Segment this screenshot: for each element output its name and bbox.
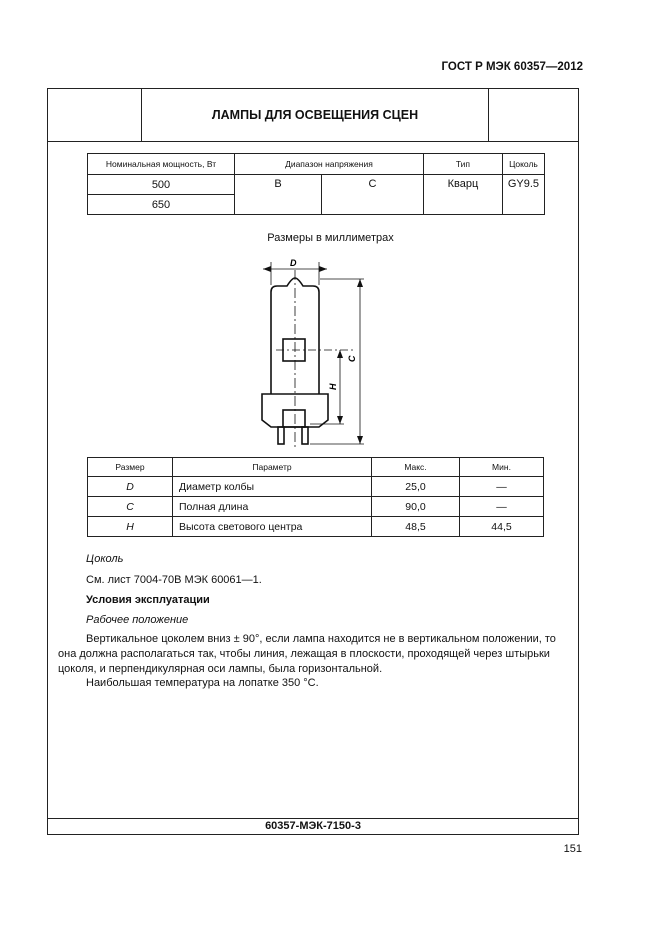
max-cell: 25,0 bbox=[372, 477, 460, 497]
power-cell: 500 bbox=[88, 175, 235, 195]
voltage-cell: С bbox=[322, 175, 424, 215]
position-heading: Рабочее положение bbox=[86, 614, 189, 626]
dim-label-h: H bbox=[328, 383, 338, 390]
param-cell: Диаметр колбы bbox=[173, 477, 372, 497]
param-cell: Полная длина bbox=[173, 497, 372, 517]
min-cell: 44,5 bbox=[460, 517, 544, 537]
min-cell: — bbox=[460, 497, 544, 517]
dim-label-c: C bbox=[347, 355, 357, 362]
col-min: Мин. bbox=[460, 458, 544, 477]
size-cell: C bbox=[88, 497, 173, 517]
sheet-number: 60357-МЭК-7150-3 bbox=[265, 820, 361, 832]
table-row bbox=[88, 517, 544, 537]
max-cell: 90,0 bbox=[372, 497, 460, 517]
col-param: Параметр bbox=[173, 458, 372, 477]
col-base: Цоколь bbox=[502, 154, 544, 175]
col-voltage: Диапазон напряжения bbox=[235, 154, 424, 175]
dim-label-d: D bbox=[290, 258, 297, 268]
power-cell: 650 bbox=[88, 195, 235, 215]
param-cell: Высота светового центра bbox=[173, 517, 372, 537]
sheet-title: ЛАМПЫ ДЛЯ ОСВЕЩЕНИЯ СЦЕН bbox=[211, 108, 419, 122]
dimension-table bbox=[87, 457, 544, 537]
col-size: Размер bbox=[88, 458, 173, 477]
base-heading: Цоколь bbox=[86, 553, 124, 565]
col-max: Макс. bbox=[372, 458, 460, 477]
col-type: Тип bbox=[423, 154, 502, 175]
standard-number: ГОСТ Р МЭК 60357—2012 bbox=[441, 61, 583, 73]
table-row bbox=[88, 497, 544, 517]
position-paragraph: Вертикальное цоколем вниз ± 90°, если лампа находится не в вертикальном положении, то она должна располагаться так, чтобы линия, лежащая в плоскости, проходящей через штырьки цоколя, и перпендикулярная оси лампы, была горизонтальной. bbox=[58, 633, 556, 675]
voltage-cell: В bbox=[235, 175, 322, 215]
base-cell: GY9.5 bbox=[502, 175, 544, 215]
min-cell: — bbox=[460, 477, 544, 497]
col-power: Номинальная мощность, Вт bbox=[88, 154, 235, 175]
base-reference: См. лист 7004-70В МЭК 60061—1. bbox=[86, 574, 262, 586]
size-cell: D bbox=[88, 477, 173, 497]
type-cell: Кварц bbox=[423, 175, 502, 215]
size-cell: H bbox=[88, 517, 173, 537]
temperature-paragraph: Наибольшая температура на лопатке 350 °С. bbox=[86, 677, 319, 689]
drawing-caption: Размеры в миллиметрах bbox=[267, 232, 394, 244]
page-number: 151 bbox=[563, 843, 582, 855]
table-row bbox=[88, 477, 544, 497]
conditions-heading: Условия эксплуатации bbox=[86, 594, 210, 606]
max-cell: 48,5 bbox=[372, 517, 460, 537]
